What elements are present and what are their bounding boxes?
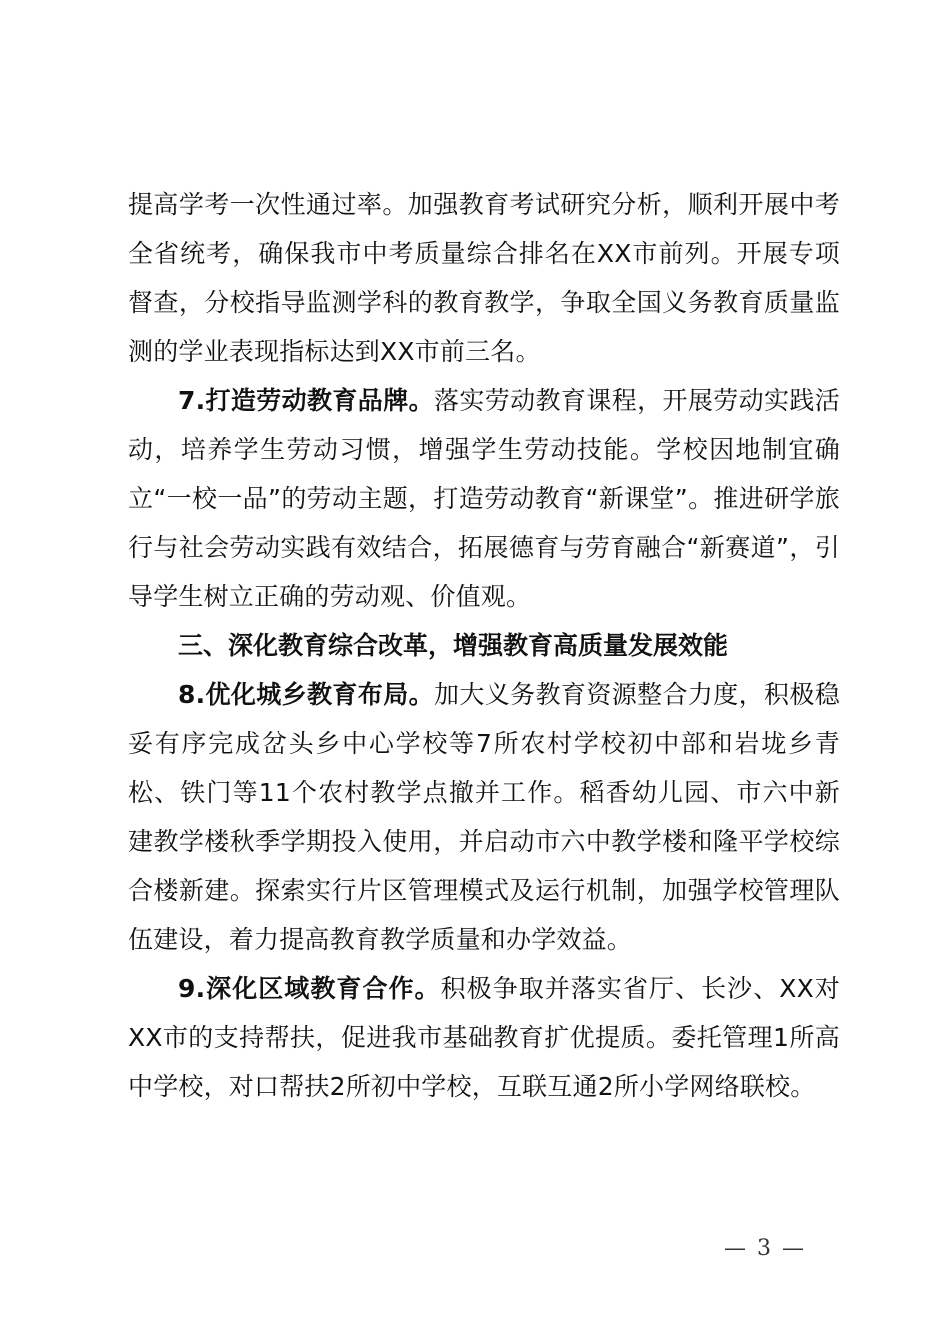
paragraph-8-urban-rural-layout [128,670,840,964]
paragraph-text: 落实劳动教育课程，开展劳动实践活动，培养学生劳动习惯，增强学生劳动技能。学校因地制宜确立“一校一品”的劳动主题，打造劳动教育“新课堂”。推进研学旅行与社会劳动实践有效结合，拓展德育与劳育融合“新赛道”，引导学生树立正确的劳动观、价值观。 [128,386,841,611]
paragraph-text: 加大义务教育资源整合力度，积极稳妥有序完成岔头乡中心学校等7所农村学校初中部和岩垅乡青松、铁门等11个农村教学点撤并工作。稻香幼儿园、市六中新建教学楼秋季学期投入使用，并启动市六中教学楼和隆平学校综合楼新建。探索实行片区管理模式及运行机制，加强学校管理队伍建设，着力提高教育教学质量和办学效益。 [128,680,841,954]
paragraph-lead: 7.打造劳动教育品牌。 [178,386,434,415]
page-number: — 3 — [724,1236,806,1261]
paragraph-lead: 8.优化城乡教育布局。 [178,680,434,709]
document-body [128,180,840,1111]
paragraph-text: 积极争取并落实省厅、长沙、XX对XX市的支持帮扶，促进我市基础教育扩优提质。委托管理1所高中学校，对口帮扶2所初中学校，互联互通2所小学网络联校。 [128,974,840,1101]
paragraph-9-regional-cooperation [128,964,840,1111]
section-heading-3: 三、深化教育综合改革，增强教育高质量发展效能 [178,631,729,660]
paragraph-text: 提高学考一次性通过率。加强教育考试研究分析，顺利开展中考全省统考，确保我市中考质量综合排名在XX市前列。开展专项督查，分校指导监测学科的教育教学，争取全国义务教育质量监测的学业表现指标达到XX市前三名。 [128,190,840,366]
paragraph-lead: 9.深化区域教育合作。 [178,974,441,1003]
paragraph-7-labor-education [128,376,840,621]
paragraph-continuation [128,180,840,376]
